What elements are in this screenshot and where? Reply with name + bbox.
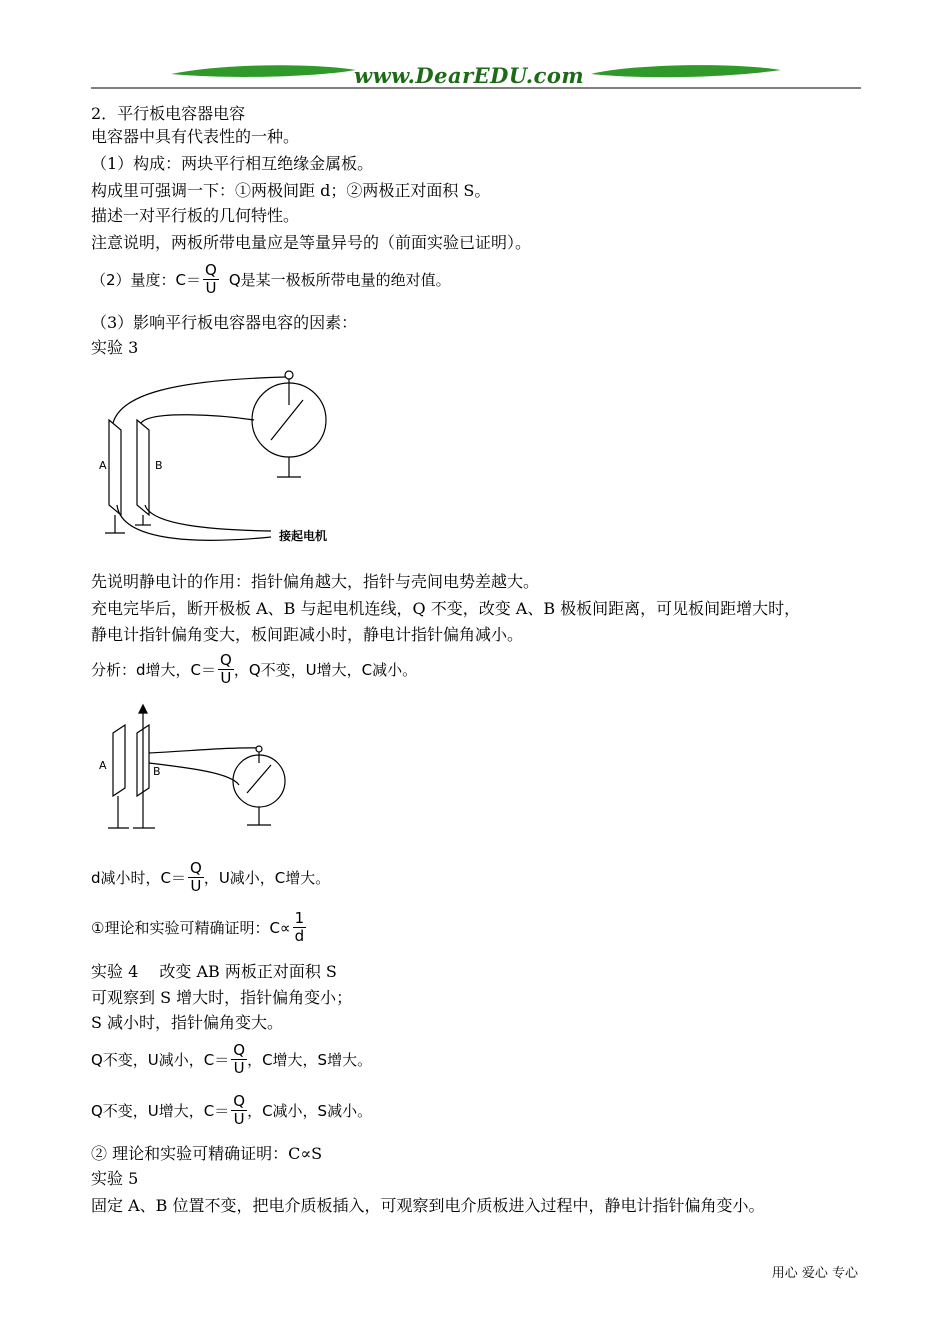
experiment-label: 实验 3 (91, 338, 139, 357)
experiment3-figure (91, 365, 351, 550)
text-line: 静电计指针偏角变大，板间距减小时，静电计指针偏角减小。 (91, 625, 524, 644)
text-line: S 减小时，指针偏角变大。 (91, 1013, 284, 1032)
experiment3-distance-figure (91, 703, 311, 838)
generator-label: 接起电机 (279, 529, 328, 543)
text-line: ② 理论和实验可精确证明：C∝S (91, 1144, 323, 1163)
text-line: （1）构成：两块平行相互绝缘金属板。 (91, 154, 374, 173)
experiment-label: 实验 4 改变 AB 两板正对面积 S (91, 962, 337, 981)
text-line: 构成里可强调一下：①两极间距 d；②两极正对面积 S。 (91, 181, 491, 200)
experiment-label: 实验 5 (91, 1169, 139, 1188)
text-line: 固定 A、B 位置不变，把电介质板插入，可观察到电介质板进入过程中，静电计指针偏角变小。 (91, 1196, 765, 1215)
formula-analysis: 分析：d增大，C＝ $\frac{Q}{U}$ ，Q不变，U增大，C减小。 (91, 651, 418, 687)
site-logo-text: www.DearEDU.com (354, 63, 585, 88)
page-header (0, 0, 950, 95)
text-line: 可观察到 S 增大时，指针偏角变小； (91, 988, 353, 1007)
plate-a-label: A (99, 459, 107, 472)
formula-proportional-inverse-d: ①理论和实验可精确证明：C∝ $\frac{1}{d}$ (91, 909, 305, 945)
page-footer: 用心 爱心 专心 (771, 1266, 858, 1281)
formula-s-decrease: Q不变，U增大，C＝ $\frac{Q}{U}$ ，C减小，S减小。 (91, 1092, 373, 1128)
text-line: 先说明静电计的作用：指针偏角越大，指针与壳间电势差越大。 (91, 572, 540, 591)
text-line: 充电完毕后，断开极板 A、B 与起电机连线，Q 不变，改变 A、B 极板间距离，可见板间距增大时， (91, 599, 801, 618)
formula-d-decrease: d减小时，C＝ $\frac{Q}{U}$ ，U减小，C增大。 (91, 859, 331, 895)
section-heading: 2．平行板电容器电容 (91, 104, 246, 123)
text-line: 注意说明，两板所带电量应是等量异号的（前面实验已证明）。 (91, 233, 532, 252)
plate-b-label: B (155, 459, 163, 472)
text-line: 描述一对平行板的几何特性。 (91, 206, 300, 225)
plate-b-label: B (153, 765, 161, 778)
text-line: 电容器中具有代表性的一种。 (91, 127, 300, 146)
formula-capacitance-definition: （2）量度：C＝ $\frac{Q}{U}$ Q是某一极板所带电量的绝对值。 (91, 261, 451, 297)
text-line: （3）影响平行板电容器电容的因素： (91, 313, 358, 332)
plate-a-label: A (99, 759, 107, 772)
formula-s-increase: Q不变，U减小，C＝ $\frac{Q}{U}$ ，C增大，S增大。 (91, 1041, 373, 1077)
